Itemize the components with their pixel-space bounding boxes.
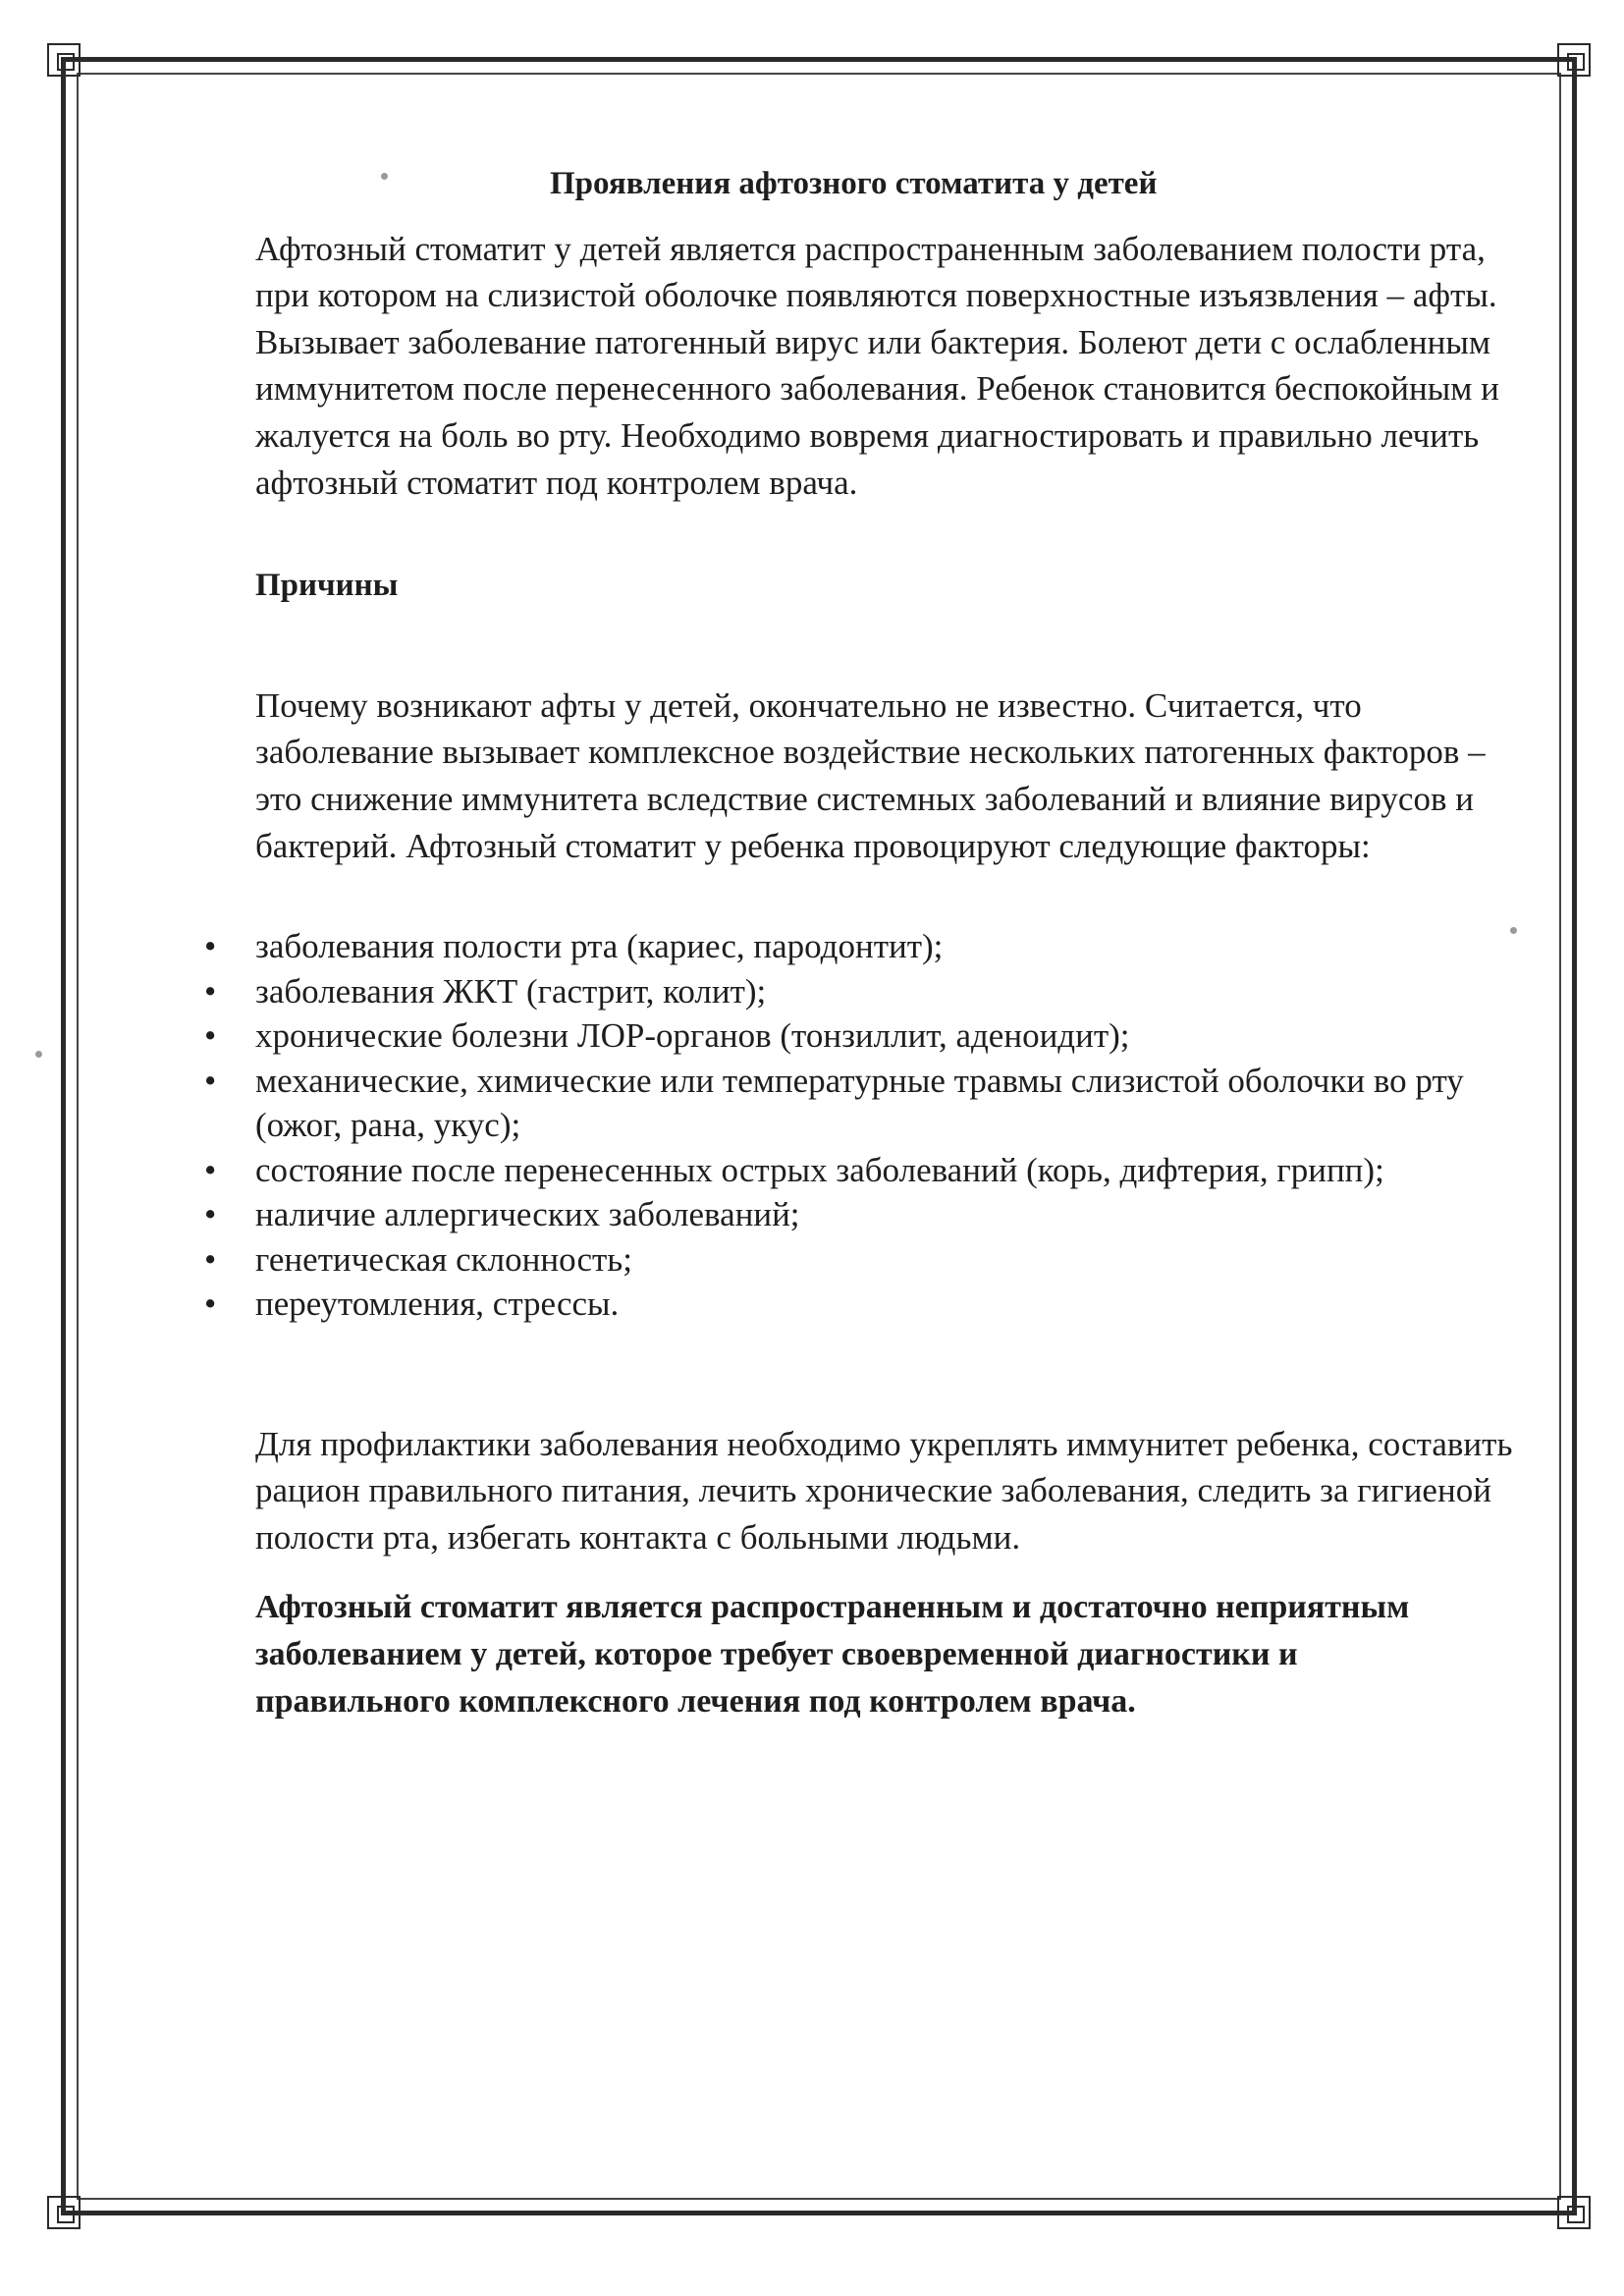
bullet-icon: •	[204, 971, 217, 1011]
list-item-text: механические, химические или температурные травмы слизистой оболочки во рту (ожог, рана, укус);	[255, 1061, 1464, 1145]
bullet-icon: •	[204, 1061, 217, 1100]
bullet-icon: •	[204, 1285, 217, 1324]
list-item-text: наличие аллергических заболеваний;	[255, 1195, 800, 1234]
list-item	[194, 1237, 1532, 1283]
list-item	[194, 1013, 1532, 1059]
bullet-icon: •	[204, 1150, 217, 1189]
causes-heading: Причины	[255, 568, 399, 604]
list-item-text: заболевания ЖКТ (гастрит, колит);	[255, 971, 767, 1011]
scan-speck	[35, 1051, 42, 1058]
border-corner-ornament	[1557, 2196, 1591, 2229]
causes-paragraph: Почему возникают афты у детей, окончательно не известно. Считается, что заболевание вызывает комплексное воздействие нескольких патогенных факторов – это снижение иммунитета вследствие системных заболеваний и влияние вирусов и бактерий. Афтозный стоматит у ребенка провоцируют следующие факторы:	[255, 685, 1486, 865]
list-item	[194, 1148, 1532, 1193]
border-corner-ornament	[1557, 43, 1591, 77]
document-title: Проявления афтозного стоматита у детей	[550, 166, 1158, 201]
list-item	[194, 1282, 1532, 1327]
list-item-text: состояние после перенесенных острых заболеваний (корь, дифтерия, грипп);	[255, 1150, 1384, 1189]
list-item	[194, 969, 1532, 1014]
intro-paragraph: Афтозный стоматит у детей является распространенным заболеванием полости рта, при котором на слизистой оболочке появляются поверхностные изъязвления – афты. Вызывает заболевание патогенный вирус или бактерия. Болеют дети с ослабленным иммунитетом после перенесенного заболевания. Ребенок становится беспокойным и жалуется на боль во рту. Необходимо вовремя диагностировать и правильно лечить афтозный стоматит под контролем врача.	[255, 229, 1499, 502]
list-item	[194, 924, 1532, 969]
border-corner-ornament	[47, 2196, 81, 2229]
prevention-paragraph: Для профилактики заболевания необходимо укреплять иммунитет ребенка, составить рацион правильного питания, лечить хронические заболевания, следить за гигиеной полости рта, избегать контакта с больными людьми.	[255, 1424, 1513, 1557]
bullet-icon: •	[204, 927, 217, 966]
list-item-text: заболевания полости рта (кариес, пародонтит);	[255, 927, 944, 966]
conclusion-paragraph: Афтозный стоматит является распространенным и достаточно неприятным заболеванием у детей, которое требует своевременной диагностики и правильного комплексного лечения под контролем врача.	[255, 1589, 1410, 1720]
list-item-text: хронические болезни ЛОР-органов (тонзиллит, аденоидит);	[255, 1016, 1130, 1056]
bullet-icon: •	[204, 1016, 217, 1056]
list-item	[194, 1192, 1532, 1237]
list-item	[194, 1059, 1532, 1148]
document-body	[204, 165, 1532, 1724]
list-item-text: генетическая склонность;	[255, 1239, 632, 1279]
bullet-icon: •	[204, 1195, 217, 1234]
bullet-icon: •	[204, 1239, 217, 1279]
list-item-text: переутомления, стрессы.	[255, 1285, 620, 1324]
factors-list	[194, 924, 1532, 1327]
border-corner-ornament	[47, 43, 81, 77]
